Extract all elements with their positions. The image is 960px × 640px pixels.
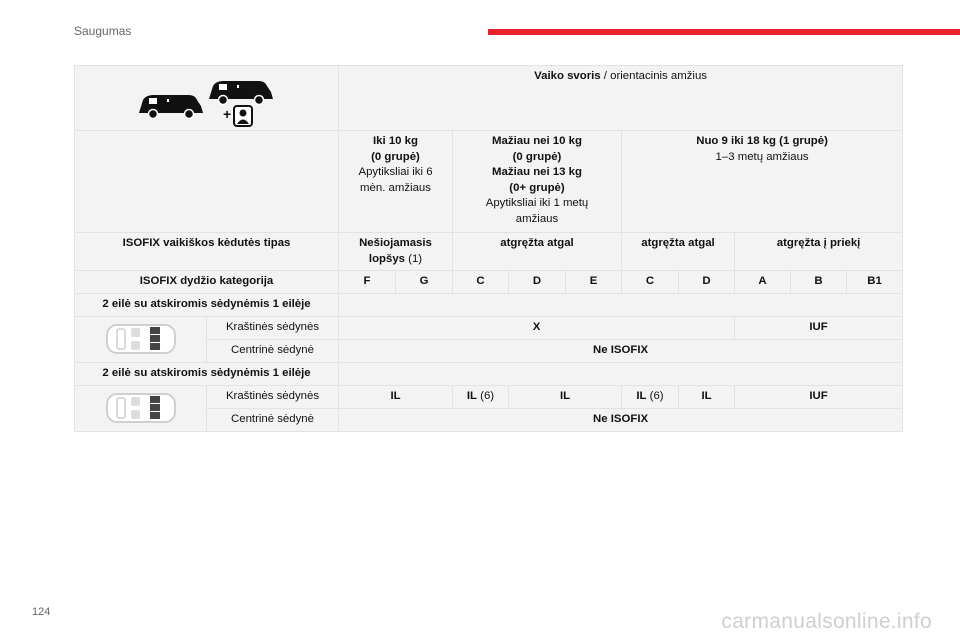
center-seat-value: Ne ISOFIX xyxy=(339,340,903,363)
seat-layout-icon-cell xyxy=(75,386,207,432)
size-class-cell: B1 xyxy=(847,271,903,294)
empty-cell xyxy=(339,294,903,317)
outer-seats-label: Kraštinės sėdynės xyxy=(207,386,339,409)
section-title: 2 eilė su atskiromis sėdynėmis 1 eilėje xyxy=(75,294,339,317)
size-class-cell: A xyxy=(735,271,791,294)
size-class-cell: C xyxy=(622,271,679,294)
seat-layout-icon-cell xyxy=(75,317,207,363)
outer-seats-label: Kraštinės sėdynės xyxy=(207,317,339,340)
vehicle-icons-cell xyxy=(75,66,339,131)
forward-facing-cell: atgręžta į priekį xyxy=(735,233,903,271)
center-seat-label: Centrinė sėdynė xyxy=(207,409,339,432)
iuf-cell: IUF xyxy=(735,317,903,340)
rear-facing-cell: atgręžta atgal xyxy=(622,233,735,271)
center-seat-label: Centrinė sėdynė xyxy=(207,340,339,363)
il-cell: IL (6) xyxy=(453,386,509,409)
carrycot-cell: Nešiojamasis lopšys (1) xyxy=(339,233,453,271)
size-class-cell: F xyxy=(339,271,396,294)
isofix-table xyxy=(74,65,903,432)
section-title: Saugumas xyxy=(74,24,132,38)
seat-layout-icon xyxy=(105,322,177,356)
weight-header: Vaiko svoris / orientacinis amžius xyxy=(339,66,903,131)
size-class-cell: G xyxy=(396,271,453,294)
group-1-cell: Nuo 9 iki 18 kg (1 grupė) 1–3 metų amžiaus xyxy=(622,131,903,233)
center-seat-value: Ne ISOFIX xyxy=(339,409,903,432)
svg-text:+: + xyxy=(223,106,232,122)
il-cell: IL xyxy=(679,386,735,409)
group-0plus-cell: Mažiau nei 10 kg (0 grupė) Mažiau nei 13 kg (0+ grupė) Apytiksliai iki 1 metų amžiaus xyxy=(453,131,622,233)
van-icons xyxy=(139,73,279,129)
size-class-cell: C xyxy=(453,271,509,294)
size-class-label: ISOFIX dydžio kategorija xyxy=(75,271,339,294)
child-seat-icon xyxy=(223,106,252,126)
size-class-cell: D xyxy=(509,271,566,294)
van-icon xyxy=(139,95,203,119)
header-accent-bar xyxy=(488,29,960,35)
seat-layout-icon xyxy=(105,391,177,425)
empty-cell xyxy=(339,363,903,386)
iuf-cell: IUF xyxy=(735,386,903,409)
group-0-cell: Iki 10 kg (0 grupė) Apytiksliai iki 6 mėn. amžiaus xyxy=(339,131,453,233)
not-suitable-cell: X xyxy=(339,317,735,340)
page-number: 124 xyxy=(32,606,51,618)
size-class-cell: E xyxy=(566,271,622,294)
van-icon xyxy=(209,81,273,105)
section-title: 2 eilė su atskiromis sėdynėmis 1 eilėje xyxy=(75,363,339,386)
il-cell: IL xyxy=(509,386,622,409)
rear-facing-cell: atgręžta atgal xyxy=(453,233,622,271)
size-class-cell: D xyxy=(679,271,735,294)
il-cell: IL xyxy=(339,386,453,409)
seat-type-label: ISOFIX vaikiškos kėdutės tipas xyxy=(75,233,339,271)
empty-cell xyxy=(75,131,339,233)
watermark: carmanualsonline.info xyxy=(721,610,932,633)
il-cell: IL (6) xyxy=(622,386,679,409)
size-class-cell: B xyxy=(791,271,847,294)
